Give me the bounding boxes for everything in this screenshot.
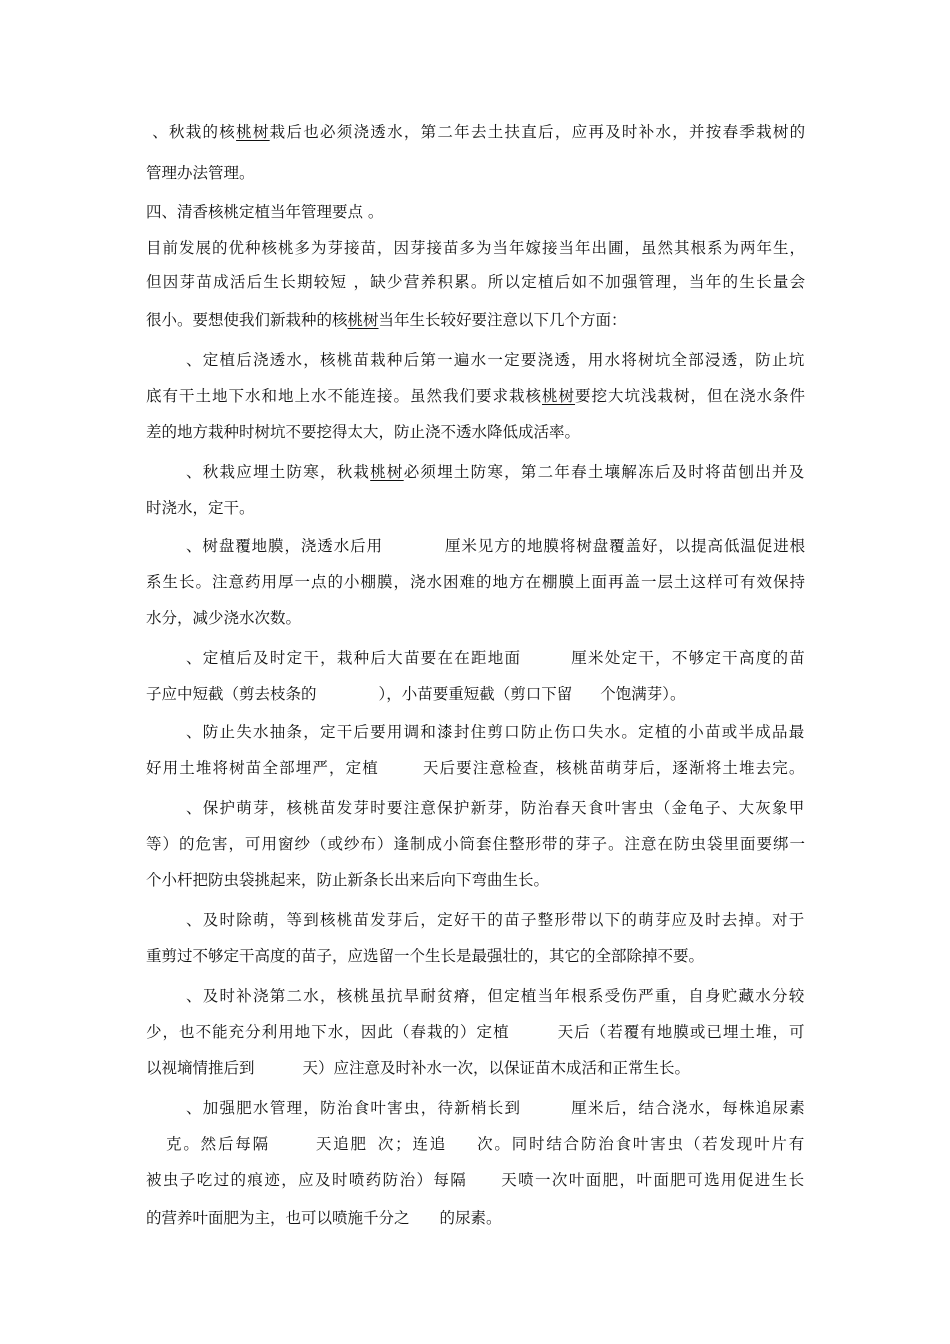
text-segment: 等）的危害，可用窗纱（或纱布）逢制成小筒套住整形带的芽子。注意在防虫袋里面要绑一 — [146, 835, 807, 853]
text-line — [146, 868, 549, 892]
text-line — [146, 682, 686, 706]
text-segment: 个饱满芽）。 — [600, 685, 686, 703]
text-segment: 、及时补浇第二水，核桃虽抗旱耐贫瘠，但定植当年根系受伤严重，自身贮藏水分较 — [186, 987, 806, 1005]
text-segment: 以视墒情推后到 — [146, 1059, 255, 1077]
text-line — [146, 606, 301, 630]
text-line — [146, 570, 806, 594]
text-segment: 、定植后浇透水，核桃苗栽种后第一遍水一定要浇透，用水将树坑全部浸透，防止坑 — [186, 351, 806, 369]
text-line — [186, 796, 806, 820]
text-segment: 要挖大坑浅栽树，但在浇水条件 — [575, 387, 807, 405]
text-segment: 的尿素。 — [439, 1209, 502, 1227]
text-segment: 四、清香核桃定植当年管理要点 。 — [146, 203, 384, 221]
text-line — [146, 308, 627, 332]
text-segment: 系生长。注意药用厚一点的小棚膜，浇水困难的地方在棚膜上面再盖一层土这样可有效保持 — [146, 573, 807, 591]
text-line — [146, 384, 806, 408]
text-segment: 、定植后及时定干，栽种后大苗要在在距地面 — [186, 649, 522, 667]
text-segment: 天喷一次叶面肥，叶面肥可选用促进生长 — [501, 1171, 806, 1189]
text-line — [146, 1020, 806, 1044]
text-line — [186, 534, 806, 558]
text-segment: 重剪过不够定干高度的苗子，应选留一个生长是最强壮的，其它的全部除掉不要。 — [146, 947, 705, 965]
text-segment: 天后要注意检查，核桃苗萌芽后，逐渐将土堆去完。 — [422, 759, 806, 777]
text-segment: 克。然后每隔 — [166, 1135, 270, 1153]
text-segment: 时浇水，定干。 — [146, 499, 255, 517]
text-line — [146, 420, 580, 444]
text-line — [146, 270, 806, 294]
text-line — [146, 832, 806, 856]
underlined-term: 桃树 — [542, 387, 576, 405]
text-segment: 被虫子吃过的痕迹，应及时喷药防治）每隔 — [146, 1171, 468, 1189]
text-segment: 厘米见方的地膜将树盘覆盖好，以提高低温促进根 — [444, 537, 807, 555]
text-segment: 子应中短截（剪去枝条的 — [146, 685, 317, 703]
text-line — [166, 1132, 806, 1156]
text-line — [146, 756, 806, 780]
text-line — [146, 496, 255, 520]
text-segment: 很小。要想使我们新栽种的核 — [146, 311, 348, 329]
text-segment: 水分，减少浇水次数。 — [146, 609, 302, 627]
text-segment: 底有干土地下水和地上水不能连接。虽然我们要求栽核 — [146, 387, 543, 405]
text-segment: 必须埋土防寒，第二年春土壤解冻后及时将苗刨出并及 — [403, 463, 806, 481]
text-line — [186, 908, 806, 932]
text-segment: 目前发展的优种核桃多为芽接苗，因芽接苗多为当年嫁接当年出圃，虽然其根系为两年生， — [146, 239, 807, 257]
text-segment: 天后（若覆有地膜或已埋土堆，可 — [557, 1023, 806, 1041]
text-segment: 厘米处定干，不够定干高度的苗 — [571, 649, 807, 667]
text-segment: 当年生长较好要注意以下几个方面： — [378, 311, 627, 329]
text-line — [186, 348, 806, 372]
text-segment: 管理办法管理。 — [146, 164, 255, 182]
text-segment: 的营养叶面肥为主，也可以喷施千分之 — [146, 1209, 410, 1227]
text-segment: ），小苗要重短截（剪口下留 — [378, 685, 573, 703]
text-line — [146, 200, 383, 224]
text-line — [146, 161, 255, 185]
text-line — [146, 236, 806, 260]
text-segment: 、秋栽的核 — [146, 123, 237, 141]
text-line — [146, 1206, 502, 1230]
text-segment: 个小杆把防虫袋挑起来，防止新条长出来后向下弯曲生长。 — [146, 871, 550, 889]
text-line — [186, 460, 806, 484]
text-segment: 少，也不能充分利用地下水，因此（春栽的）定植 — [146, 1023, 510, 1041]
text-segment: 栽后也必须浇透水，第二年去土扶直后，应再及时补水，并按春季栽树的 — [269, 123, 807, 141]
text-segment: 厘米后，结合浇水，每株追尿素 — [571, 1099, 807, 1117]
text-line — [146, 1056, 690, 1080]
text-segment: 、秋栽应埋土防寒，秋栽 — [186, 463, 371, 481]
text-segment: 、树盘覆地膜，浇透水后用 — [186, 537, 383, 555]
text-line — [146, 120, 806, 144]
underlined-term: 桃树 — [236, 123, 270, 141]
text-segment: 、保护萌芽，核桃苗发芽时要注意保护新芽，防治春天食叶害虫（金龟子、大灰象甲 — [186, 799, 806, 817]
text-line — [186, 1096, 806, 1120]
text-segment: 次；连追 — [377, 1135, 448, 1153]
text-line — [146, 944, 704, 968]
text-segment: 天）应注意及时补水一次，以保证苗木成活和正常生长。 — [302, 1059, 691, 1077]
text-line — [146, 1168, 806, 1192]
text-line — [186, 720, 806, 744]
underlined-term: 桃树 — [347, 311, 379, 329]
text-line — [186, 984, 806, 1008]
text-segment: 差的地方栽种时树坑不要挖得太大，防止浇不透水降低成活率。 — [146, 423, 581, 441]
text-line — [186, 646, 806, 670]
text-segment: 、加强肥水管理，防治食叶害虫，待新梢长到 — [186, 1099, 522, 1117]
underlined-term: 桃树 — [370, 463, 404, 481]
text-segment: 好用土堆将树苗全部埋严，定植 — [146, 759, 379, 777]
text-segment: 但因芽苗成活后生长期较短 ，缺少营养积累。所以定植后如不加强管理，当年的生长量会 — [146, 273, 807, 291]
text-segment: 、及时除萌，等到核桃苗发芽后，定好干的苗子整形带以下的萌芽应及时去掉。对于 — [186, 911, 806, 929]
text-segment: 、防止失水抽条，定干后要用调和漆封住剪口防止伤口失水。定植的小苗或半成品最 — [186, 723, 806, 741]
text-segment: 次。同时结合防治食叶害虫（若发现叶片有 — [477, 1135, 807, 1153]
text-segment: 天追肥 — [315, 1135, 368, 1153]
